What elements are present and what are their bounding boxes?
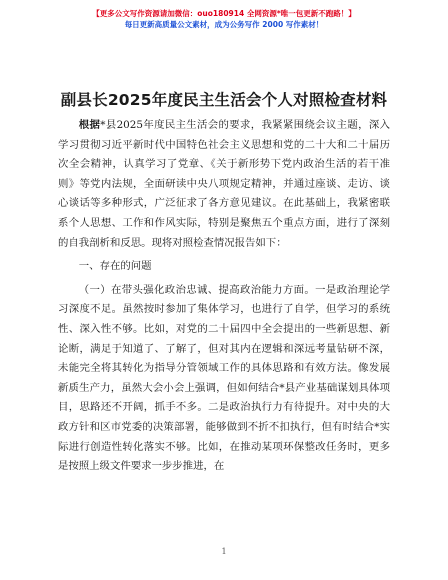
intro-text: *县2025年度民主生活会的要求，我紧紧围绕会议主题，深入学习贯彻习近平新时代中国特色社会主义思想和党的二十大和二十届历次全会精神，认真学习了党章、《关于新形势下党内政治生活的若干准则》等党内法规，全面研读中央八项规定精神，并通过座谈、走访、谈心谈话等多种形式，广泛征求了各方意见建议。在此基础上，我紧密联系个人思想、工作和作风实际，特别是聚焦五个重点方面，进行了深刻的自我剖析和反思。现将对照检查情况报告如下： — [58, 119, 391, 249]
header-banner — [0, 8, 448, 30]
document-title: 副县长2025年度民主生活会个人对照检查材料 — [60, 91, 388, 109]
banner-line-1: 【更多公文写作资源请加微信：ouo180914 全网资源*唯一包更新不跑路！】 — [92, 9, 356, 18]
page-number: 1 — [221, 547, 227, 556]
intro-paragraph — [58, 116, 390, 253]
banner-line-2: 每日更新高质量公文素材，成为公务写作 2000 写作素材！ — [124, 20, 324, 29]
paragraph-2: （一）在带头强化政治忠诚、提高政治能力方面。一是政治理论学习深度不足。虽然按时参加了集体学习，也进行了自学，但学习的系统性、深入性不够。比如，对党的二十届四中全会提出的一些新思想、新论断，满足于知道了、了解了，但对其内在逻辑和深远考量钻研不深，未能完全将其转化为指导分管领域工作的具体思路和有效方法。像发展新质生产力，虽然大会小会上强调，但如何结合*县产业基础谋划具体项目，思路还不开阔，抓手不多。二是政治执行力有待提升。对中央的大政方针和区市党委的决策部署，能够做到不折不扣执行，但有时结合*实际进行创造性转化落实不够。比如，在推动某项环保整改任务时，更多是按照上级文件要求一步步推进，在 — [58, 283, 390, 473]
document-body — [58, 116, 390, 477]
intro-lead: 根据 — [78, 119, 101, 131]
section-heading: 一、存在的问题 — [78, 260, 152, 273]
